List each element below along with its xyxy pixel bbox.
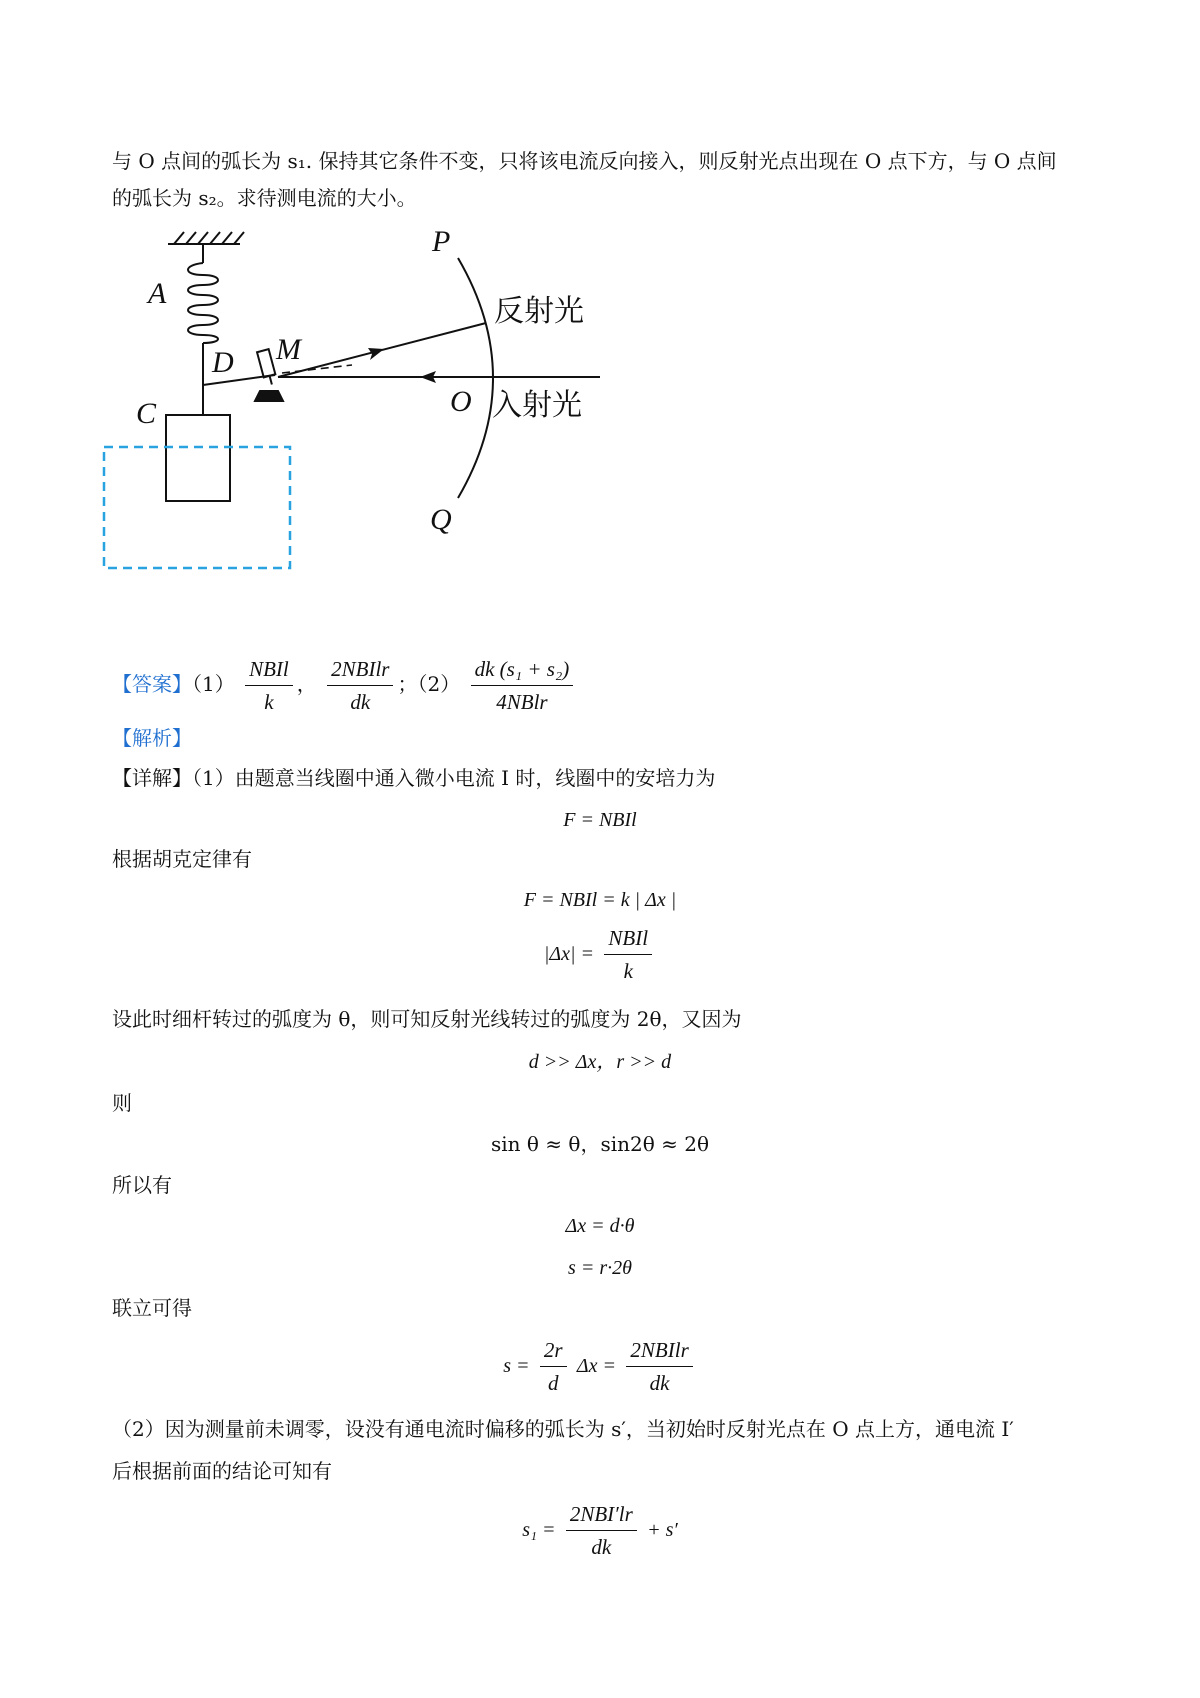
label-incident: 入射光 bbox=[492, 388, 582, 423]
eq-2: F = NBIl = k | Δx | bbox=[523, 889, 677, 911]
frac-denominator: k bbox=[623, 959, 633, 983]
eq-1: F = NBIl bbox=[563, 809, 637, 831]
detail-p8: 后根据前面的结论可知有 bbox=[112, 1459, 332, 1483]
frac-numerator: 2NBI′lr bbox=[566, 1500, 637, 1531]
frac-numerator: 2NBIlr bbox=[327, 655, 393, 686]
label-a: A bbox=[148, 277, 167, 310]
eq9-lhs: s₁ = bbox=[522, 1519, 556, 1541]
frac-denominator: dk bbox=[649, 1371, 670, 1395]
eq-5: sin θ ≈ θ，sin2θ ≈ 2θ bbox=[491, 1132, 709, 1156]
problem-line-2: 的弧长为 s₂。求待测电流的大小。 bbox=[112, 186, 417, 210]
physics-figure bbox=[100, 215, 660, 630]
detail-p4: 则 bbox=[112, 1091, 132, 1115]
label-m: M bbox=[276, 333, 301, 366]
frac-denominator: d bbox=[547, 1371, 559, 1395]
detail-line-1 bbox=[112, 764, 715, 792]
answer-part2: ；（2） bbox=[397, 672, 461, 696]
eq-3 bbox=[0, 924, 1200, 985]
detail-tag: 【详解】 bbox=[112, 766, 192, 790]
eq3-lhs: |Δx| = bbox=[543, 943, 595, 965]
frac-denominator: 4NBlr bbox=[496, 690, 548, 714]
frac-denominator: dk bbox=[350, 690, 371, 714]
eq8-frac-2 bbox=[626, 1336, 692, 1397]
frac-numerator: NBIl bbox=[604, 924, 652, 955]
label-q: Q bbox=[430, 503, 452, 536]
eq9-tail: + s′ bbox=[647, 1519, 678, 1541]
detail-p1: （1）由题意当线圈中通入微小电流 I 时，线圈中的安培力为 bbox=[192, 766, 716, 790]
detail-p7: （2）因为测量前未调零，设没有通电流时偏移的弧长为 s′，当初始时反射光点在 O 点上方，通电流 I′ bbox=[112, 1417, 1014, 1441]
answer-part1: （1） bbox=[192, 672, 235, 696]
label-o: O bbox=[450, 385, 472, 418]
eq-8 bbox=[0, 1336, 1200, 1397]
detail-p5: 所以有 bbox=[112, 1173, 172, 1197]
label-d: D bbox=[212, 346, 234, 379]
frac-numerator: dk (s₁ + s₂) bbox=[471, 655, 574, 686]
frac-denominator: dk bbox=[591, 1535, 612, 1559]
frac-numerator: NBIl bbox=[245, 655, 293, 686]
answer-frac-2 bbox=[327, 655, 393, 716]
detail-p2: 根据胡克定律有 bbox=[112, 847, 252, 871]
problem-line-1: 与 O 点间的弧长为 s₁. 保持其它条件不变，只将该电流反向接入，则反射光点出现在 O 点下方，与 O 点间 bbox=[112, 149, 1057, 173]
eq-7: s = r·2θ bbox=[568, 1257, 632, 1279]
label-reflected: 反射光 bbox=[494, 294, 584, 329]
label-p: P bbox=[432, 225, 451, 258]
answer-tag: 【答案】 bbox=[112, 672, 192, 696]
frac-numerator: 2r bbox=[540, 1336, 567, 1367]
answer-frac-3 bbox=[471, 655, 574, 716]
eq3-frac bbox=[604, 924, 652, 985]
detail-p3: 设此时细杆转过的弧度为 θ，则可知反射光线转过的弧度为 2θ，又因为 bbox=[112, 1007, 742, 1031]
eq-4: d >> Δx，r >> d bbox=[528, 1051, 672, 1073]
answer-frac-1 bbox=[245, 655, 293, 716]
detail-p6: 联立可得 bbox=[112, 1296, 192, 1320]
eq8-frac-1 bbox=[540, 1336, 567, 1397]
eq-9 bbox=[0, 1500, 1200, 1561]
eq8-lhs: s = bbox=[503, 1355, 530, 1377]
label-c: C bbox=[136, 397, 157, 430]
answer-sep: ， bbox=[296, 672, 317, 696]
frac-numerator: 2NBIlr bbox=[626, 1336, 692, 1367]
eq9-frac bbox=[566, 1500, 637, 1561]
frac-denominator: k bbox=[264, 690, 274, 714]
answer-line bbox=[112, 655, 577, 716]
eq-6: Δx = d·θ bbox=[565, 1215, 635, 1237]
analysis-tag: 【解析】 bbox=[112, 726, 192, 750]
eq8-mid: Δx = bbox=[576, 1355, 617, 1377]
